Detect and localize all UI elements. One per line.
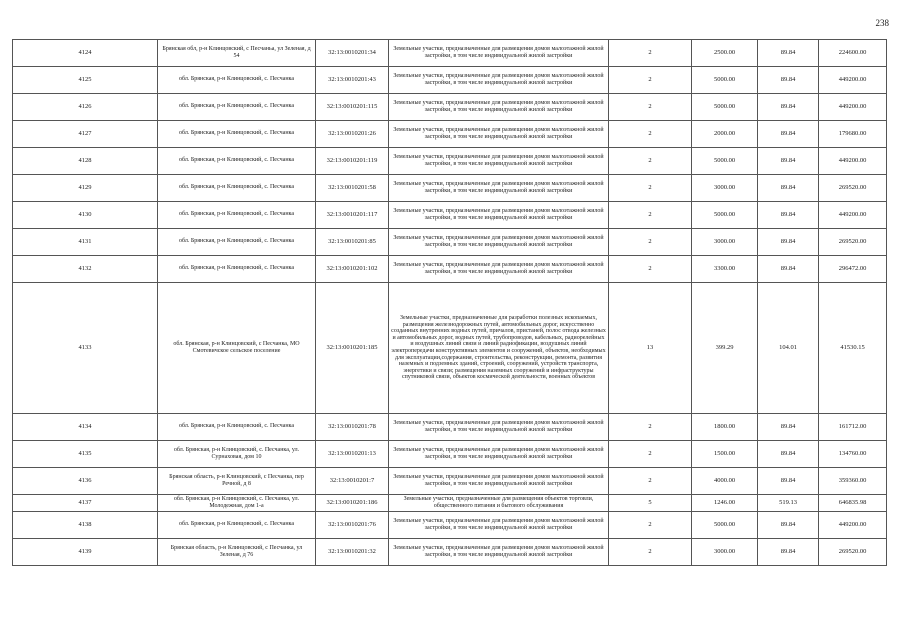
cell-land-purpose: Земельные участки, предназначенные для размещения домов малоэтажной жилой застройки, в том числе индивидуальной жилой застройки <box>389 67 609 94</box>
cell-address: обл. Брянская, р-н Клинцовский, с Песчанка, МО Смотевичское сельское поселение <box>158 283 316 414</box>
cell-address: обл. Брянская, р-н Клинцовский, с. Песчанка <box>158 256 316 283</box>
cell-cadastral-value: 179680.00 <box>819 121 887 148</box>
cell-purpose-group: 2 <box>609 256 692 283</box>
cell-cadastral-number: 32:13:0010201:85 <box>316 229 389 256</box>
cell-area: 3000.00 <box>692 229 758 256</box>
cell-rate: 89.84 <box>758 40 819 67</box>
table-row <box>13 441 887 468</box>
table-row <box>13 67 887 94</box>
cell-rate: 89.84 <box>758 229 819 256</box>
cell-cadastral-number: 32:13:0010201:115 <box>316 94 389 121</box>
cell-cadastral-value: 269520.00 <box>819 539 887 566</box>
cell-land-purpose: Земельные участки, предназначенные для размещения домов малоэтажной жилой застройки, в том числе индивидуальной жилой застройки <box>389 175 609 202</box>
cell-cadastral-number: 32:13:0010201:78 <box>316 414 389 441</box>
cell-purpose-group: 2 <box>609 175 692 202</box>
table-row <box>13 40 887 67</box>
cell-purpose-group: 2 <box>609 441 692 468</box>
cell-cadastral-value: 449200.00 <box>819 67 887 94</box>
cell-address: обл. Брянская, р-н Клинцовский, с. Песчанка <box>158 94 316 121</box>
table-row <box>13 121 887 148</box>
cell-cadastral-number: 32:13:0010201:32 <box>316 539 389 566</box>
cell-area: 5000.00 <box>692 94 758 121</box>
cell-land-purpose: Земельные участки, предназначенные для размещения объектов торговли, общественного питания и бытового обслуживания <box>389 495 609 512</box>
cell-cadastral-value: 449200.00 <box>819 512 887 539</box>
cell-address: обл. Брянская, р-н Клинцовский, с. Песчанка <box>158 121 316 148</box>
cell-rate: 89.84 <box>758 512 819 539</box>
cell-area: 399.29 <box>692 283 758 414</box>
cell-purpose-group: 2 <box>609 202 692 229</box>
cell-address: Брянская обл, р-н Клинцовский, с Песчаньа, ул Зеленая, д 54 <box>158 40 316 67</box>
cell-cadastral-value: 359360.00 <box>819 468 887 495</box>
cell-area: 5000.00 <box>692 148 758 175</box>
cell-record-id: 4125 <box>13 67 158 94</box>
table-row <box>13 229 887 256</box>
cell-address: обл. Брянская, р-н Клинцовский, с. Песчанка <box>158 175 316 202</box>
cell-land-purpose: Земельные участки, предназначенные для разработки полезных ископаемых, размещения железнодорожных путей, автомобильных дорог, искусственно созданных внутренних водных путей, причалов, пристаней, полос отвода железных и автомобильных дорог, водных путей, трубопроводов, кабельных, радиорелейных и воздушных линий связи и линий радиофикации, воздушных линий электропередачи конструктивных элементов и сооружений, объектов, необходимых для эксплуатации,содержания, строительства, реконструкции, ремонта, развития наземных и подземных зданий, строений, сооружений, устройств транспорта, энергетики и связи; размещения наземных сооружений и инфраструктуры спутниковой связи, объектов космической деятельности, военных объектов <box>389 283 609 414</box>
cell-land-purpose: Земельные участки, предназначенные для размещения домов малоэтажной жилой застройки, в том числе индивидуальной жилой застройки <box>389 148 609 175</box>
cell-address: обл. Брянская, р-н Клинцовский, с. Песчанка <box>158 202 316 229</box>
cell-purpose-group: 2 <box>609 40 692 67</box>
cell-land-purpose: Земельные участки, предназначенные для размещения домов малоэтажной жилой застройки, в том числе индивидуальной жилой застройки <box>389 121 609 148</box>
table-row <box>13 512 887 539</box>
table-row <box>13 414 887 441</box>
cell-record-id: 4139 <box>13 539 158 566</box>
cell-cadastral-value: 449200.00 <box>819 148 887 175</box>
cell-cadastral-number: 32:13:0010201:185 <box>316 283 389 414</box>
cell-cadastral-value: 134760.00 <box>819 441 887 468</box>
cell-cadastral-number: 32:13:0010201:186 <box>316 495 389 512</box>
cell-purpose-group: 2 <box>609 539 692 566</box>
cell-record-id: 4134 <box>13 414 158 441</box>
cell-address: обл. Брянская, р-н Клинцовский, с. Песчанка, ул. Сурнаховая, дом 10 <box>158 441 316 468</box>
table-row <box>13 94 887 121</box>
cell-area: 5000.00 <box>692 512 758 539</box>
cell-address: Брянская область, р-н Клинцовский, с Песчанка, ул Зеленая, д 76 <box>158 539 316 566</box>
cell-cadastral-value: 296472.00 <box>819 256 887 283</box>
table-row <box>13 148 887 175</box>
cell-land-purpose: Земельные участки, предназначенные для размещения домов малоэтажной жилой застройки, в том числе индивидуальной жилой застройки <box>389 468 609 495</box>
cell-record-id: 4132 <box>13 256 158 283</box>
cell-rate: 89.84 <box>758 256 819 283</box>
cell-rate: 89.84 <box>758 67 819 94</box>
table-row <box>13 256 887 283</box>
cell-rate: 89.84 <box>758 121 819 148</box>
cell-address: Брянская область, р-н Клинцовский, с Песчанка, пер Речной, д 8 <box>158 468 316 495</box>
cell-purpose-group: 2 <box>609 121 692 148</box>
cell-cadastral-value: 161712.00 <box>819 414 887 441</box>
cell-cadastral-number: 32:13:0010201:34 <box>316 40 389 67</box>
cell-land-purpose: Земельные участки, предназначенные для размещения домов малоэтажной жилой застройки, в том числе индивидуальной жилой застройки <box>389 40 609 67</box>
cell-purpose-group: 2 <box>609 229 692 256</box>
table-row <box>13 495 887 512</box>
cell-purpose-group: 2 <box>609 468 692 495</box>
cell-area: 5000.00 <box>692 67 758 94</box>
cell-cadastral-value: 224600.00 <box>819 40 887 67</box>
cell-cadastral-number: 32:13:0010201:58 <box>316 175 389 202</box>
cell-record-id: 4127 <box>13 121 158 148</box>
cell-land-purpose: Земельные участки, предназначенные для размещения домов малоэтажной жилой застройки, в том числе индивидуальной жилой застройки <box>389 512 609 539</box>
cell-area: 4000.00 <box>692 468 758 495</box>
cell-purpose-group: 2 <box>609 148 692 175</box>
cell-land-purpose: Земельные участки, предназначенные для размещения домов малоэтажной жилой застройки, в том числе индивидуальной жилой застройки <box>389 414 609 441</box>
cell-address: обл. Брянская, р-н Клинцовский, с. Песчанка <box>158 414 316 441</box>
cell-cadastral-value: 449200.00 <box>819 202 887 229</box>
cell-record-id: 4129 <box>13 175 158 202</box>
cell-area: 3000.00 <box>692 539 758 566</box>
cell-rate: 89.84 <box>758 468 819 495</box>
cell-cadastral-value: 646835.98 <box>819 495 887 512</box>
cell-area: 3000.00 <box>692 175 758 202</box>
cell-rate: 89.84 <box>758 539 819 566</box>
cell-record-id: 4130 <box>13 202 158 229</box>
cell-address: обл. Брянская, р-н Клинцовский, с. Песчанка <box>158 512 316 539</box>
cell-record-id: 4135 <box>13 441 158 468</box>
cell-rate: 89.84 <box>758 202 819 229</box>
cell-record-id: 4137 <box>13 495 158 512</box>
cell-area: 1800.00 <box>692 414 758 441</box>
table-row <box>13 283 887 414</box>
cell-area: 3300.00 <box>692 256 758 283</box>
cell-land-purpose: Земельные участки, предназначенные для размещения домов малоэтажной жилой застройки, в том числе индивидуальной жилой застройки <box>389 441 609 468</box>
cell-area: 2000.00 <box>692 121 758 148</box>
cell-cadastral-number: 32:13:0010201:119 <box>316 148 389 175</box>
cell-cadastral-number: 32:13:0010201:26 <box>316 121 389 148</box>
cell-cadastral-number: 32:13:0010201:102 <box>316 256 389 283</box>
cell-record-id: 4131 <box>13 229 158 256</box>
cell-land-purpose: Земельные участки, предназначенные для размещения домов малоэтажной жилой застройки, в том числе индивидуальной жилой застройки <box>389 256 609 283</box>
cell-purpose-group: 2 <box>609 512 692 539</box>
cell-rate: 89.84 <box>758 148 819 175</box>
cell-cadastral-value: 41530.15 <box>819 283 887 414</box>
cell-cadastral-value: 269520.00 <box>819 229 887 256</box>
cell-cadastral-value: 269520.00 <box>819 175 887 202</box>
cell-land-purpose: Земельные участки, предназначенные для размещения домов малоэтажной жилой застройки, в том числе индивидуальной жилой застройки <box>389 94 609 121</box>
cell-address: обл. Брянская, р-н Клинцовский, с. Песчанка, ул. Молодежная, дом 1-а <box>158 495 316 512</box>
table-body <box>13 40 887 566</box>
cell-rate: 519.13 <box>758 495 819 512</box>
cell-cadastral-value: 449200.00 <box>819 94 887 121</box>
cell-record-id: 4138 <box>13 512 158 539</box>
cell-record-id: 4124 <box>13 40 158 67</box>
cell-record-id: 4133 <box>13 283 158 414</box>
cell-land-purpose: Земельные участки, предназначенные для размещения домов малоэтажной жилой застройки, в том числе индивидуальной жилой застройки <box>389 539 609 566</box>
page-number: 238 <box>875 18 889 28</box>
cell-record-id: 4128 <box>13 148 158 175</box>
cell-rate: 89.84 <box>758 414 819 441</box>
cell-rate: 89.84 <box>758 175 819 202</box>
cell-cadastral-number: 32:13:0010201:43 <box>316 67 389 94</box>
cell-purpose-group: 2 <box>609 414 692 441</box>
cell-record-id: 4136 <box>13 468 158 495</box>
table-row <box>13 202 887 229</box>
cell-land-purpose: Земельные участки, предназначенные для размещения домов малоэтажной жилой застройки, в том числе индивидуальной жилой застройки <box>389 229 609 256</box>
cell-rate: 104.01 <box>758 283 819 414</box>
land-registry-table <box>12 39 887 566</box>
cell-cadastral-number: 32:13:0010201:7 <box>316 468 389 495</box>
cell-cadastral-number: 32:13:0010201:76 <box>316 512 389 539</box>
table-row <box>13 468 887 495</box>
cell-record-id: 4126 <box>13 94 158 121</box>
cell-area: 1246.00 <box>692 495 758 512</box>
cell-cadastral-number: 32:13:0010201:117 <box>316 202 389 229</box>
cell-area: 1500.00 <box>692 441 758 468</box>
table-row <box>13 539 887 566</box>
cell-area: 5000.00 <box>692 202 758 229</box>
cell-purpose-group: 13 <box>609 283 692 414</box>
cell-purpose-group: 2 <box>609 94 692 121</box>
cell-rate: 89.84 <box>758 94 819 121</box>
cell-address: обл. Брянская, р-н Клинцовский, с. Песчанка <box>158 229 316 256</box>
cell-land-purpose: Земельные участки, предназначенные для размещения домов малоэтажной жилой застройки, в том числе индивидуальной жилой застройки <box>389 202 609 229</box>
cell-rate: 89.84 <box>758 441 819 468</box>
cell-area: 2500.00 <box>692 40 758 67</box>
cell-purpose-group: 5 <box>609 495 692 512</box>
cell-purpose-group: 2 <box>609 67 692 94</box>
table-row <box>13 175 887 202</box>
cell-address: обл. Брянская, р-н Клинцовский, с. Песчанка <box>158 148 316 175</box>
cell-address: обл. Брянская, р-н Клинцовский, с. Песчанка <box>158 67 316 94</box>
cell-cadastral-number: 32:13:0010201:13 <box>316 441 389 468</box>
